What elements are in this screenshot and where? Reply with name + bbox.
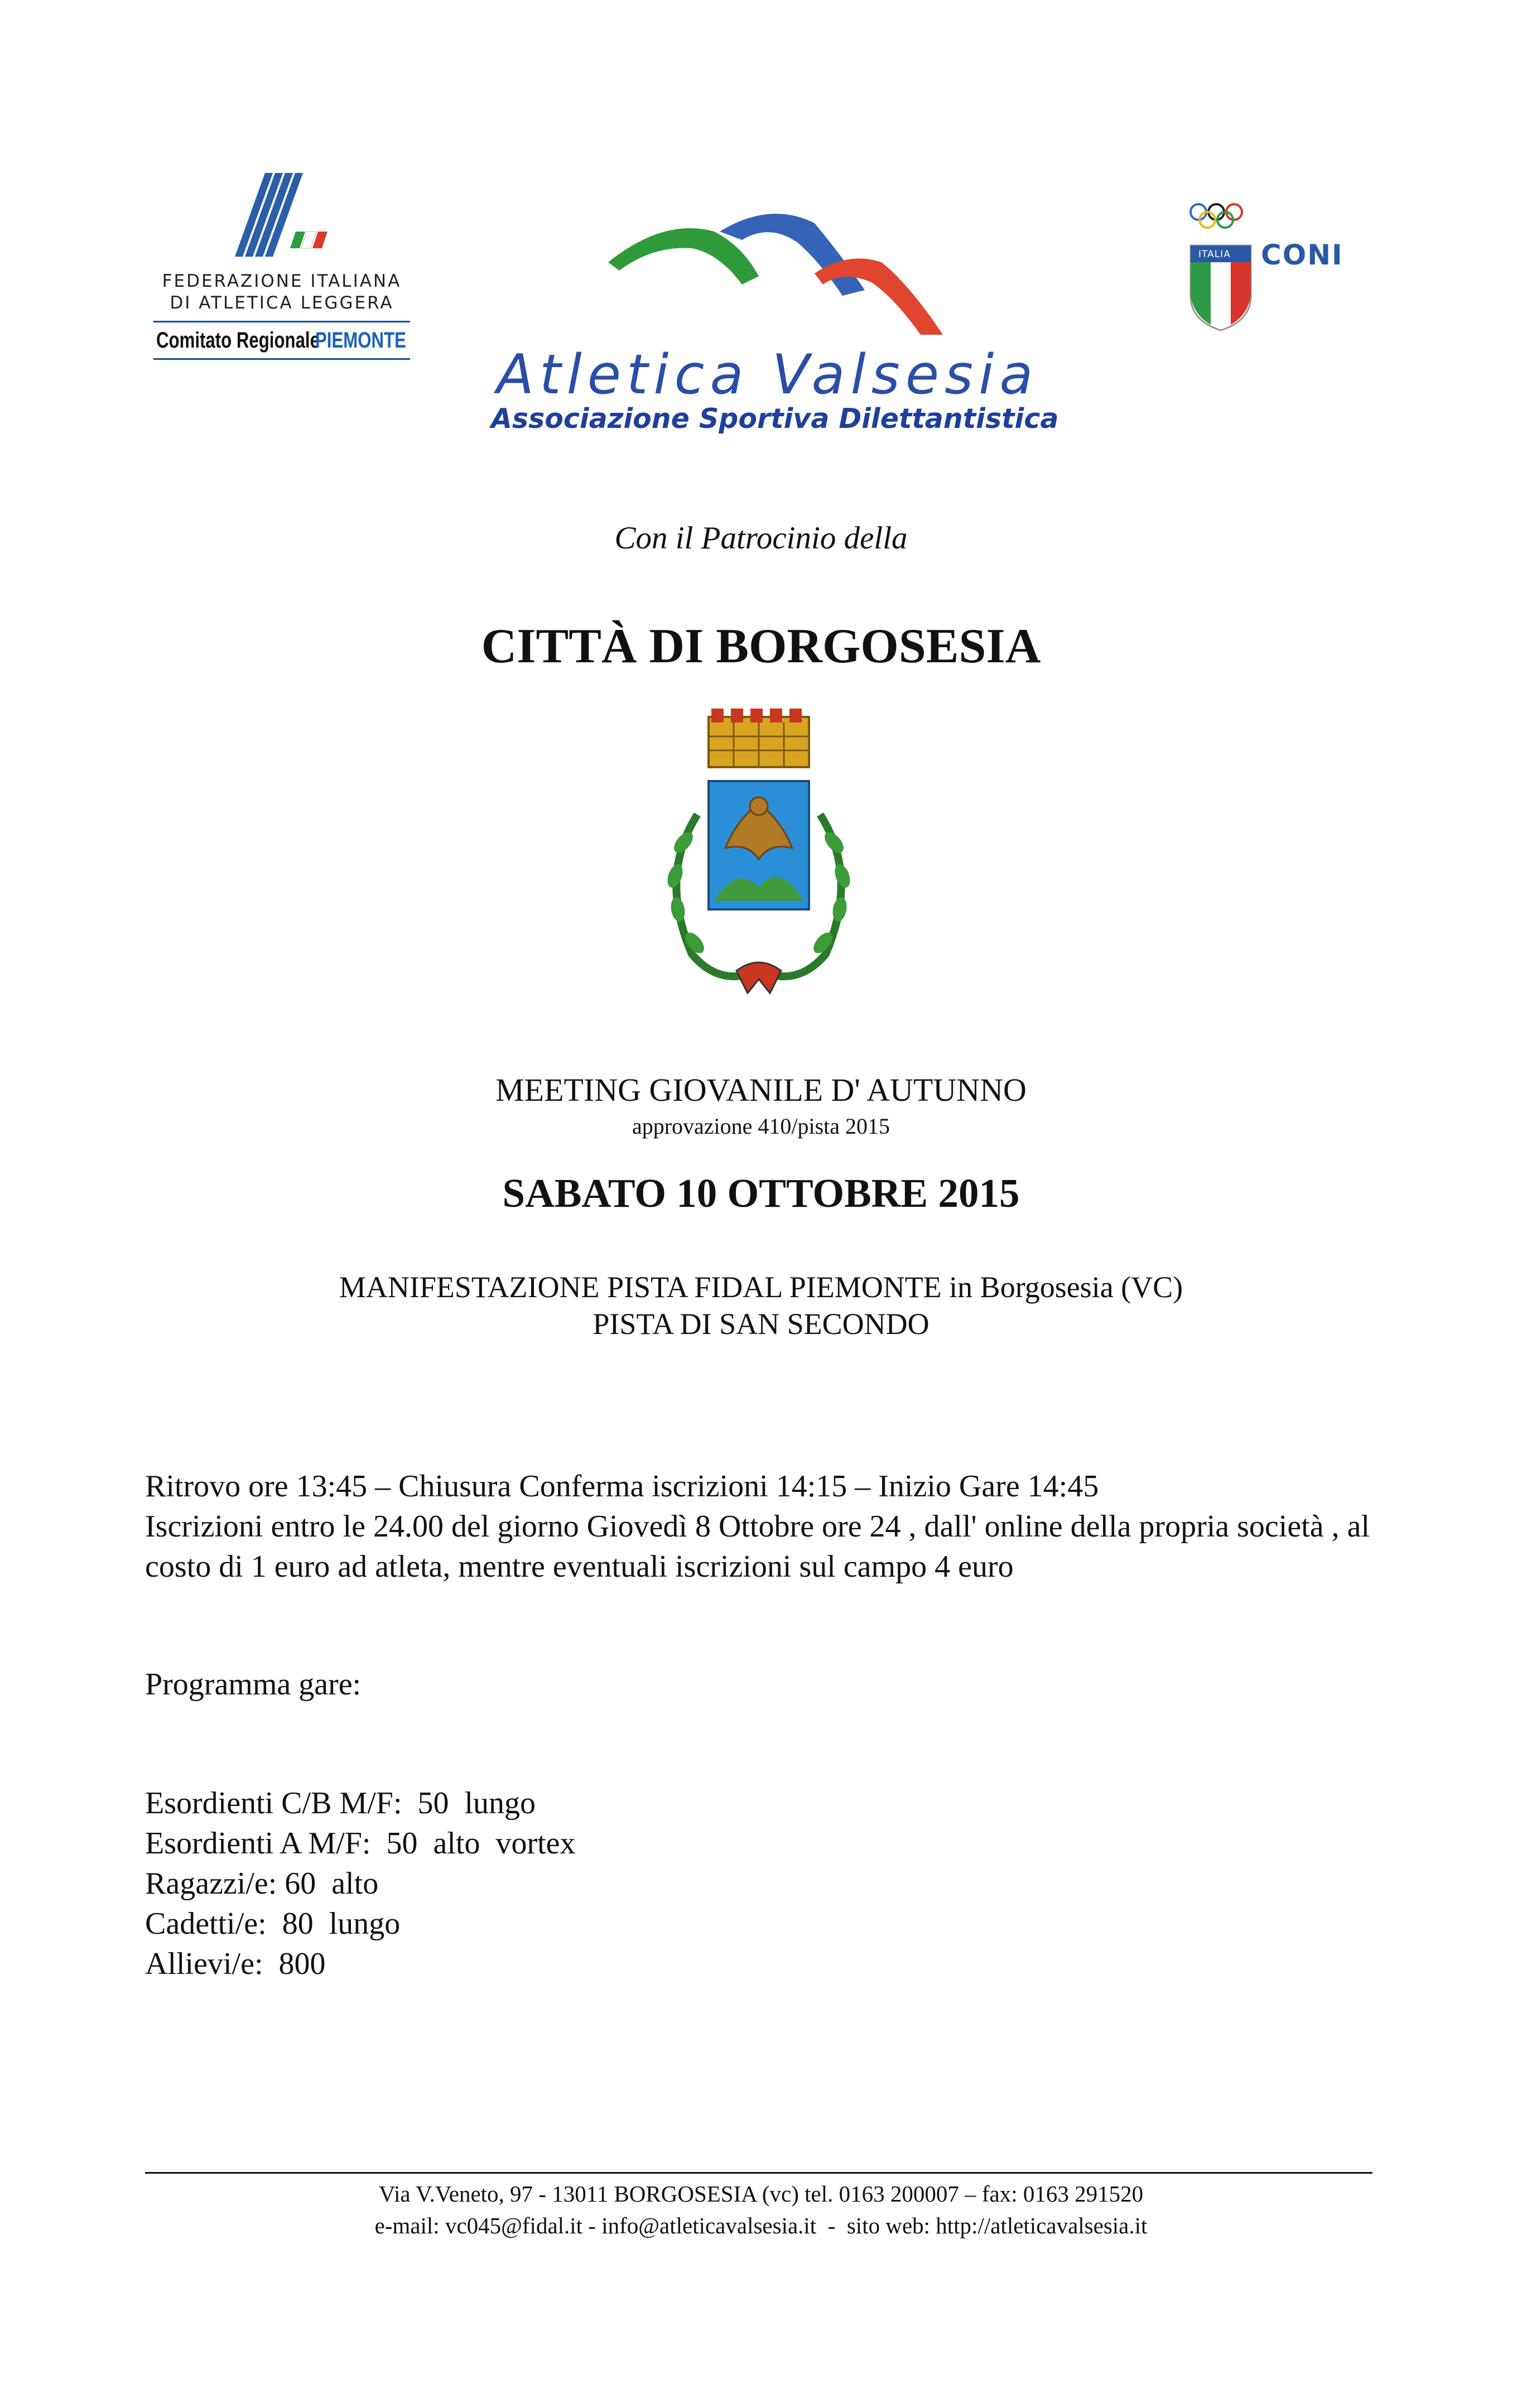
programme-heading: Programma gare: <box>145 1667 362 1702</box>
footer-address: Via V.Veneto, 97 - 13011 BORGOSESIA (vc) tel. 0163 200007 – fax: 0163 291520 <box>378 2181 1144 2207</box>
list-item: Esordienti C/B M/F: 50 lungo <box>145 1786 536 1821</box>
fidal-emblem-icon <box>153 173 410 273</box>
registration-text-1: Iscrizioni entro le 24.00 del giorno Giovedì 8 Ottobre ore 24 , dall' online della propria società , al <box>145 1509 1370 1544</box>
city-title: CITTÀ DI BORGOSESIA <box>481 619 1041 673</box>
fidal-region: PIEMONTE <box>315 328 406 353</box>
coat-of-arms-icon <box>653 709 876 999</box>
club-subtitle: Associazione Sportiva Dilettantistica <box>491 403 1059 435</box>
club-name: Atletica Valsesia <box>497 343 1039 407</box>
fidal-line1: FEDERAZIONE ITALIANA <box>162 271 402 291</box>
list-item: Ragazzi/e: 60 alto <box>145 1866 379 1901</box>
list-item: Allievi/e: 800 <box>145 1947 326 1981</box>
coni-logo <box>1188 201 1367 335</box>
coni-shield-text: ITALIA <box>1198 249 1231 260</box>
list-item: Esordienti A M/F: 50 alto vortex <box>145 1826 576 1861</box>
mountains-icon <box>480 201 1071 346</box>
event-title: MEETING GIOVANILE D' AUTUNNO <box>495 1072 1027 1108</box>
atletica-valsesia-logo <box>480 201 1071 446</box>
registration-text-2: costo di 1 euro ad atleta, mentre eventuali iscrizioni sul campo 4 euro <box>145 1549 1014 1584</box>
schedule-text: Ritrovo ore 13:45 – Chiusura Conferma iscrizioni 14:15 – Inizio Gare 14:45 <box>145 1469 1099 1504</box>
list-item: Cadetti/e: 80 lungo <box>145 1906 401 1941</box>
footer-contacts: e-mail: vc045@fidal.it - info@atleticavalsesia.it - sito web: http://atleticavalsesia.it <box>374 2213 1148 2238</box>
footer-divider <box>145 2172 1372 2174</box>
fidal-committee: Comitato Regionale <box>156 328 320 353</box>
fidal-committee-bar <box>153 321 410 360</box>
programme-list <box>145 1783 1384 1984</box>
patronage-text: Con il Patrocinio della <box>614 521 908 556</box>
event-line1: MANIFESTAZIONE PISTA FIDAL PIEMONTE in Borgosesia (VC) <box>339 1270 1183 1304</box>
fidal-logo <box>153 173 410 379</box>
info-section <box>145 1466 1384 1587</box>
event-line2: PISTA DI SAN SECONDO <box>593 1307 929 1341</box>
event-date: SABATO 10 OTTOBRE 2015 <box>502 1171 1020 1216</box>
coni-shield-icon <box>1188 201 1261 335</box>
fidal-line2: DI ATLETICA LEGGERA <box>170 293 394 313</box>
event-approval: approvazione 410/pista 2015 <box>632 1114 890 1139</box>
coni-label: CONI <box>1261 239 1343 271</box>
